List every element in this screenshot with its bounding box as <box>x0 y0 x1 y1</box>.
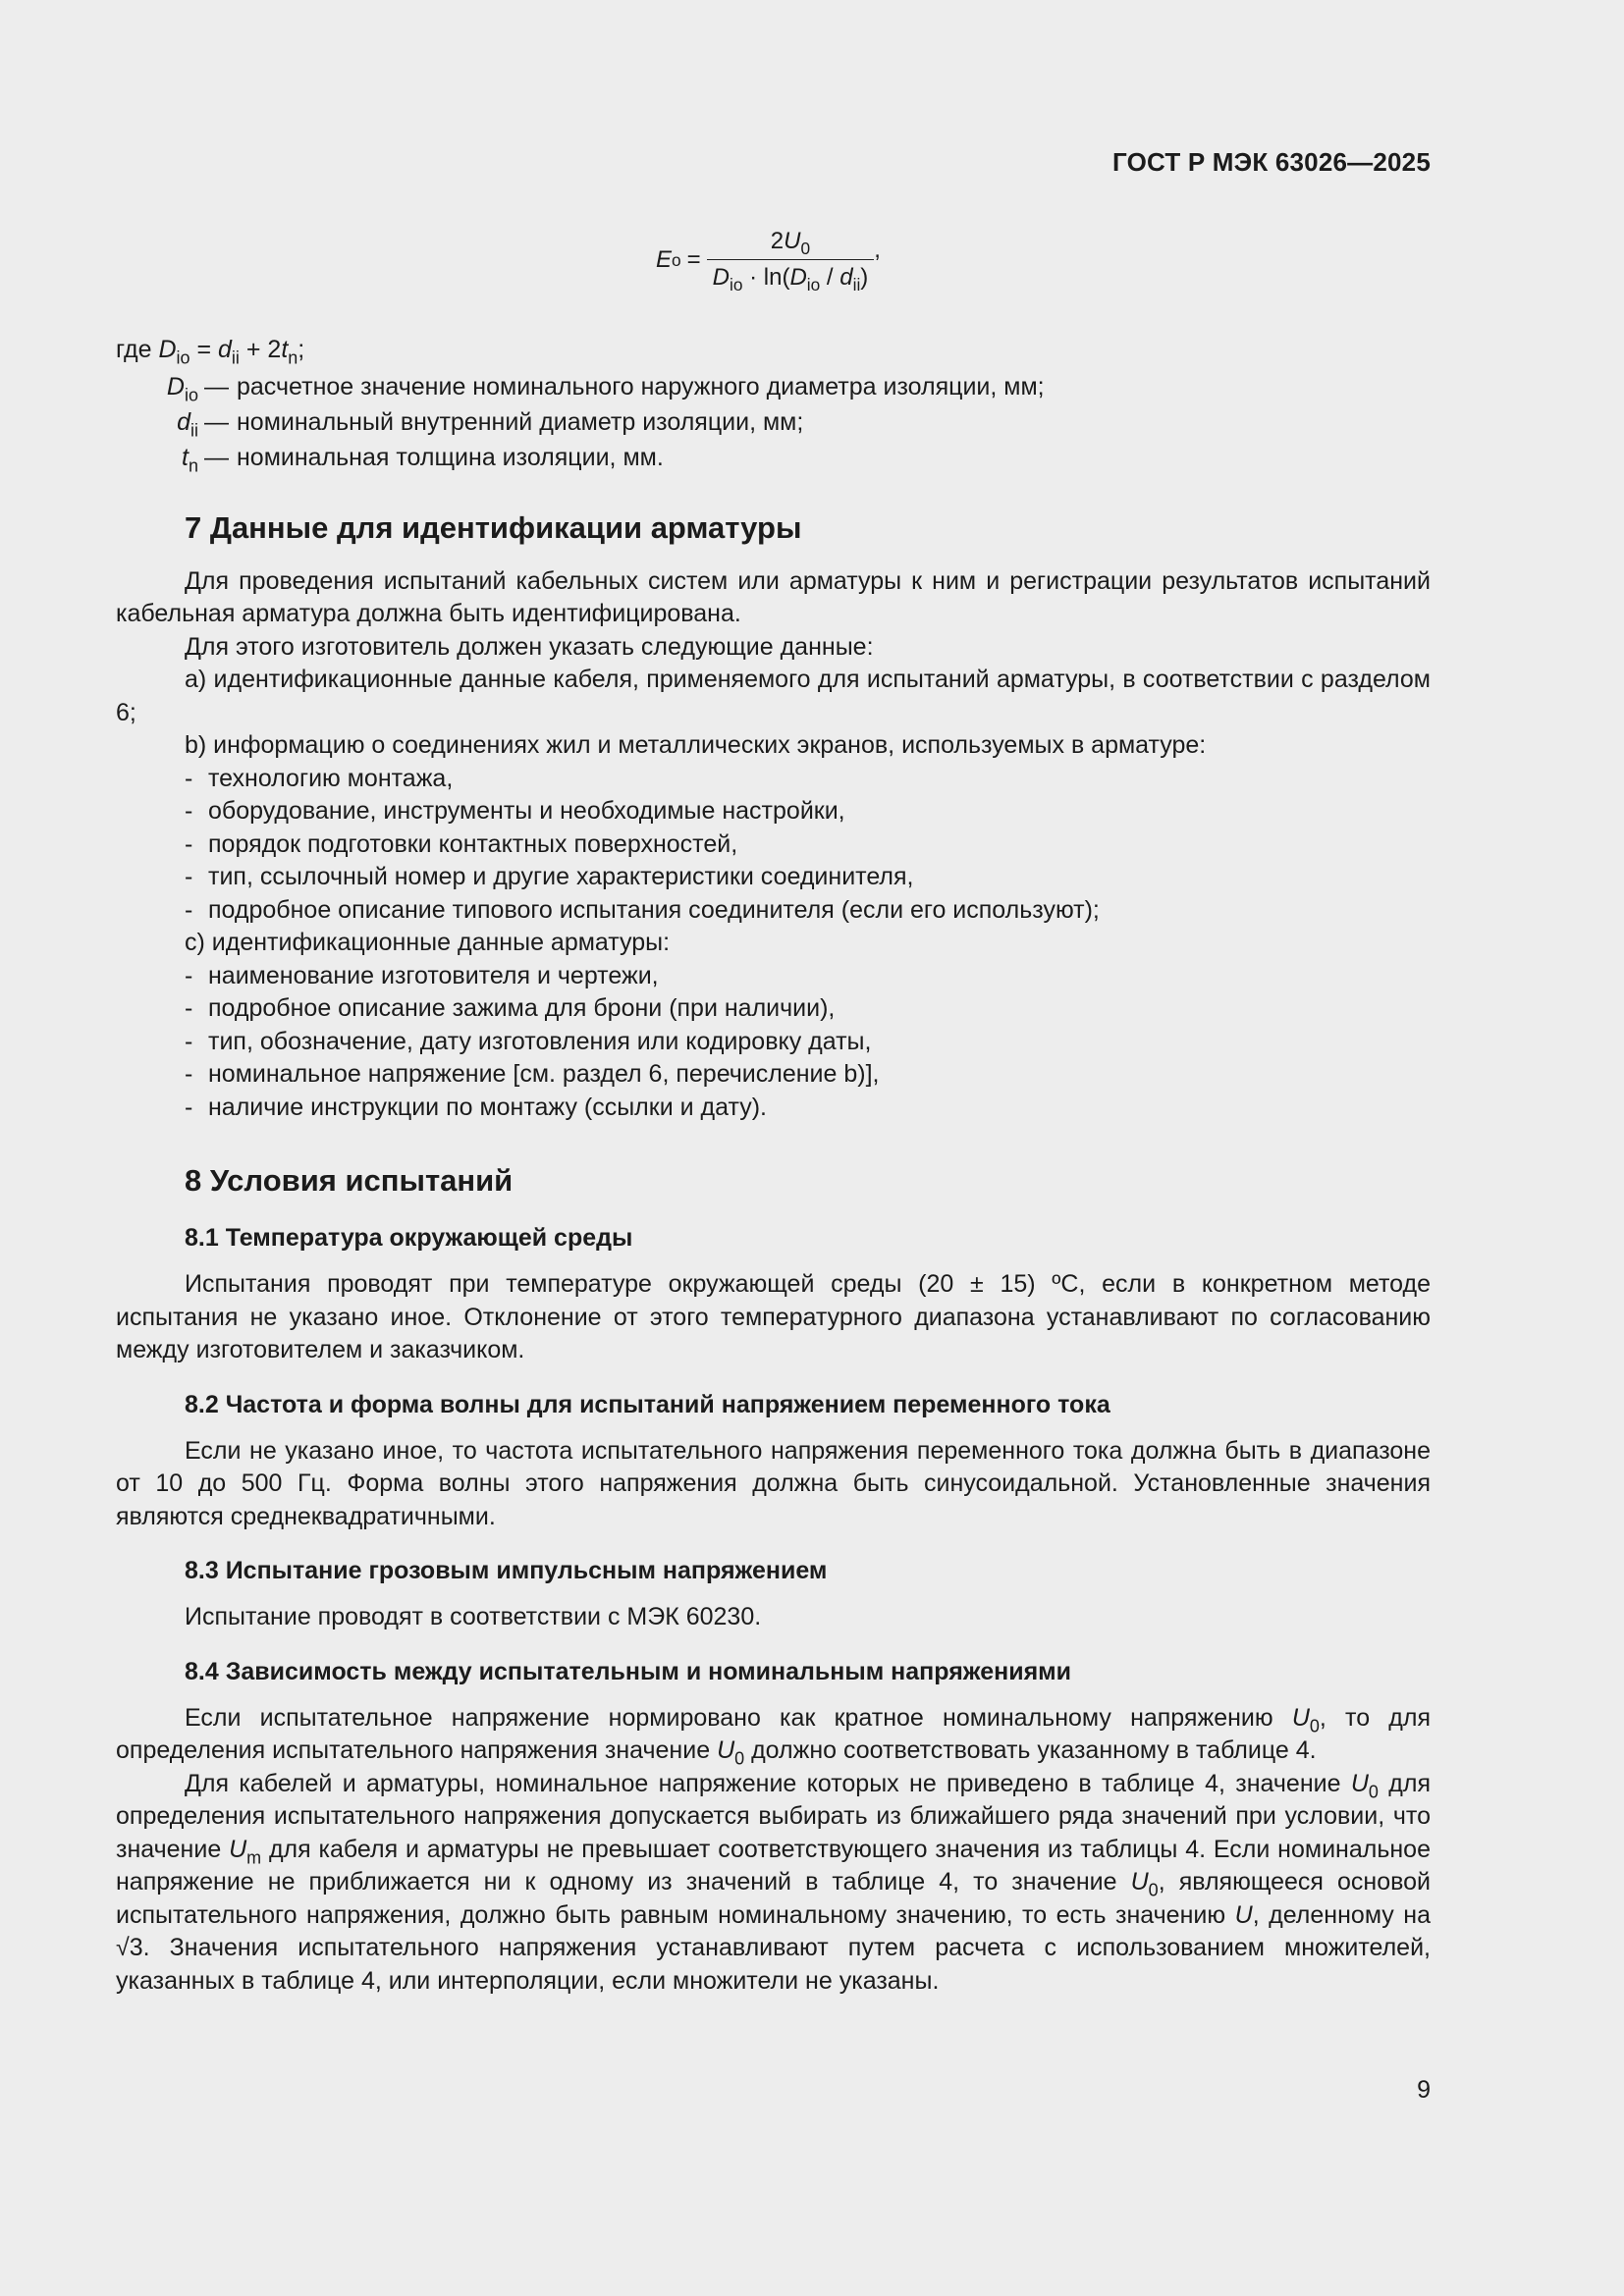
page-number: 9 <box>1417 2076 1431 2104</box>
subsection-8-1-text: Испытания проводят при температуре окружающей среды (20 ± 15) ºС, если в конкретном методе испытания не указано иное. Отклонение от этого температурного диапазона устанавливают по согласованию между изготовителем и заказчиком. <box>116 1270 1431 1363</box>
section-7-item-c: c) идентификационные данные арматуры: <box>185 929 671 956</box>
section-7-title: 7 Данные для идентификации арматуры <box>185 509 802 545</box>
text-run: , деленному на √3. Значения испытательного напряжения устанавливают путем расчета с использованием множителей, указанных в таблице 4, или интерполяции, если множители не указаны. <box>116 1900 1432 1995</box>
formula-fraction <box>707 228 875 295</box>
where-var1: D <box>158 336 177 363</box>
definition-item <box>116 442 1431 477</box>
text-run: , являющееся основой испытательного напряжения, должно быть равным номинальному значению, то есть значению <box>116 1868 1432 1929</box>
var-u: U <box>1350 1769 1369 1797</box>
var-sub-0: 0 <box>1368 1781 1379 1801</box>
list-item <box>116 960 1431 993</box>
formula-num-coef: 2 <box>770 228 785 254</box>
dash-marker: - <box>185 797 193 825</box>
formula-denominator <box>707 259 875 295</box>
definition-item <box>116 371 1431 406</box>
definition-var: D <box>166 372 185 400</box>
text-run: Если испытательное напряжение нормировано как кратное номинальному напряжению <box>185 1703 1292 1732</box>
list-item-text: наименование изготовителя и чертежи, <box>208 961 659 989</box>
var-sub-0: 0 <box>1148 1880 1159 1900</box>
formula-den-var1: D <box>712 264 730 291</box>
subsection-8-2-text: Если не указано иное, то частота испытательного напряжения переменного тока должна быть в диапазоне от 10 до 500 Гц. Форма волны этого напряжения должна быть синусоидальной. Установленные значения являются среднеквадратичными. <box>116 1436 1431 1530</box>
section-7-item-b: b) информацию о соединениях жил и металлических экранов, используемых в арматуре: <box>185 731 1207 759</box>
field-strength-formula: E o = $\frac{2U_0}{D_{io} \cdot \ln(D_{io} / d_{ii})}$ , <box>656 228 881 295</box>
definition-symbol <box>116 371 204 404</box>
list-item <box>116 861 1431 894</box>
dash-marker: - <box>185 1060 193 1088</box>
definition-sub: ii <box>190 419 198 440</box>
definition-var: t <box>182 443 189 471</box>
formula-trailing: , <box>874 236 881 263</box>
list-item <box>116 894 1431 928</box>
list-item-text: тип, ссылочный номер и другие характеристики соединителя, <box>208 863 914 890</box>
text-run: Для кабелей и арматуры, номинальное напряжение которых не приведено в таблице 4, значение <box>185 1769 1351 1797</box>
definition-text: номинальная толщина изоляции, мм. <box>237 443 664 471</box>
var-u: U <box>1130 1868 1149 1896</box>
var-u: U <box>1291 1703 1310 1732</box>
formula-den-var3: d <box>839 264 853 291</box>
list-item <box>116 828 1431 862</box>
where-sub3: n <box>288 347 298 368</box>
where-sub2: ii <box>231 347 240 368</box>
list-item <box>116 1058 1431 1092</box>
formula-den-close: ) <box>860 264 869 291</box>
definition-sub: n <box>188 454 198 475</box>
var-u: U <box>1234 1900 1253 1929</box>
dash-marker: - <box>185 829 193 858</box>
definition-dash: — <box>204 407 229 436</box>
definition-dash: — <box>204 372 229 400</box>
list-item-text: наличие инструкции по монтажу (ссылки и дату). <box>208 1093 767 1121</box>
section-7-paragraph-2: Для этого изготовитель должен указать следующие данные: <box>185 632 874 661</box>
formula-den-sub3: ii <box>852 275 861 295</box>
dash-marker: - <box>185 1027 193 1055</box>
dash-marker: - <box>185 1093 193 1121</box>
where-var2: d <box>218 336 232 363</box>
dash-marker: - <box>185 863 193 890</box>
text-run: , то для определения испытательного напряжения значение <box>116 1703 1431 1764</box>
list-item <box>116 763 1431 796</box>
text-run: должно соответствовать указанному в таблице 4. <box>744 1736 1317 1764</box>
subsection-8-4-paragraph-1 <box>116 1702 1431 1768</box>
list-item-text: тип, обозначение, дату изготовления или кодировку даты, <box>208 1027 872 1055</box>
definition-text: расчетное значение номинального наружного диаметра изоляции, мм; <box>237 372 1045 400</box>
text-run: для кабеля и арматуры не превышает соответствующего значения из таблицы 4. Если номинальное напряжение не приближается ни к одному из значений в таблице 4, то значение <box>116 1835 1431 1896</box>
var-u: U <box>717 1736 735 1764</box>
where-eq: = <box>189 336 219 363</box>
formula-eq: = <box>686 245 701 273</box>
subsection-8-2-title: 8.2 Частота и форма волны для испытаний напряжением переменного тока <box>185 1390 1110 1418</box>
list-item-text: порядок подготовки контактных поверхностей, <box>208 829 738 858</box>
subsection-8-4-paragraph-2 <box>116 1768 1431 1999</box>
var-u: U <box>229 1835 247 1863</box>
definition-symbol <box>116 406 204 440</box>
subsection-8-1-title: 8.1 Температура окружающей среды <box>185 1224 633 1252</box>
where-prefix: где <box>116 336 159 363</box>
subsection-8-3-title: 8.3 Испытание грозовым импульсным напряжением <box>185 1557 828 1584</box>
formula-num-sub: 0 <box>800 239 811 259</box>
formula-den-ln: · ln( <box>742 264 790 291</box>
where-line <box>116 334 1431 367</box>
where-sub1: io <box>176 347 190 368</box>
definition-var: d <box>177 407 190 436</box>
formula-den-slash: / <box>820 264 840 291</box>
formula-den-var2: D <box>789 264 807 291</box>
formula-den-sub2: io <box>806 275 821 295</box>
where-end: ; <box>298 336 305 363</box>
dash-marker: - <box>185 895 193 924</box>
section-7-item-a: a) идентификационные данные кабеля, применяемого для испытаний арматуры, в соответствии с разделом 6; <box>116 666 1431 726</box>
formula-numerator <box>765 228 816 259</box>
dash-marker: - <box>185 994 193 1022</box>
subsection-8-4-title: 8.4 Зависимость между испытательным и номинальным напряжениями <box>185 1657 1072 1685</box>
definition-item <box>116 406 1431 442</box>
list-item-text: номинальное напряжение [см. раздел 6, перечисление b)], <box>208 1060 880 1088</box>
formula-den-sub1: io <box>729 275 743 295</box>
list-item-text: оборудование, инструменты и необходимые настройки, <box>208 797 845 825</box>
where-plus: + 2 <box>239 336 282 363</box>
section-7-paragraph-1: Для проведения испытаний кабельных систем или арматуры к ним и регистрации результатов испытаний кабельная арматура должна быть идентифицирована. <box>116 566 1431 627</box>
dash-marker: - <box>185 961 193 989</box>
list-item <box>116 1026 1431 1059</box>
var-sub-0: 0 <box>1309 1715 1320 1735</box>
list-item <box>116 1092 1431 1125</box>
list-item-text: технологию монтажа, <box>208 764 454 792</box>
definitions-list <box>116 371 1431 477</box>
dash-marker: - <box>185 764 193 792</box>
list-item <box>116 992 1431 1026</box>
definition-symbol <box>116 442 204 475</box>
var-sub-m: m <box>246 1846 262 1867</box>
list-item <box>116 795 1431 828</box>
section-8-title: 8 Условия испытаний <box>185 1163 514 1198</box>
standard-header: ГОСТ Р МЭК 63026—2025 <box>1111 147 1431 177</box>
definition-text: номинальный внутренний диаметр изоляции, мм; <box>237 407 804 436</box>
formula-num-var: U <box>784 228 801 254</box>
definition-sub: io <box>184 384 198 404</box>
subsection-8-3-text: Испытание проводят в соответствии с МЭК 60230. <box>185 1603 762 1630</box>
list-item-text: подробное описание зажима для брони (при наличии), <box>208 994 836 1022</box>
var-sub-0: 0 <box>734 1748 745 1769</box>
document-body <box>116 334 1431 1998</box>
text-run: для определения испытательного напряжения допускается выбирать из ближайшего ряда значений при условии, что значение <box>116 1769 1431 1863</box>
list-item-text: подробное описание типового испытания соединителя (если его используют); <box>208 895 1100 924</box>
definition-dash: — <box>204 443 229 471</box>
where-var3: t <box>281 336 289 363</box>
formula-lhs: E <box>656 245 673 273</box>
